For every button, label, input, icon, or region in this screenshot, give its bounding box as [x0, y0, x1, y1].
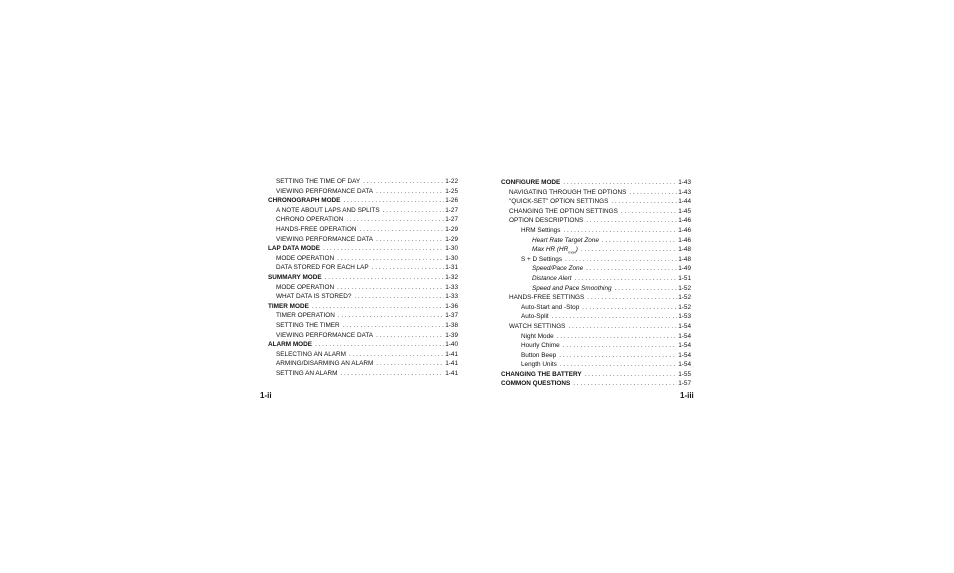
dot-leader: [337, 254, 444, 264]
toc-entry-page-number: 1-22: [445, 178, 458, 185]
dot-leader: [349, 350, 444, 360]
toc-entry-page-number: 1-54: [678, 322, 691, 330]
dot-leader: [312, 302, 444, 312]
dot-leader: [376, 187, 444, 197]
dot-leader: [565, 255, 677, 265]
toc-entry-page-number: 1-32: [445, 273, 458, 281]
toc-entry-page-number: 1-36: [445, 302, 458, 310]
dot-leader: [340, 369, 444, 379]
toc-entry-title: S + D Settings: [521, 255, 565, 265]
toc-entry[interactable]: [501, 351, 691, 361]
toc-section-entry[interactable]: [260, 273, 458, 283]
toc-section-entry[interactable]: [501, 370, 691, 380]
toc-entry-title: Night Mode: [521, 332, 557, 342]
dot-leader: [582, 303, 677, 313]
dot-leader: [563, 178, 677, 188]
toc-entry-title: SELECTING AN ALARM: [276, 350, 349, 360]
toc-entry-title: Auto-Split: [521, 312, 552, 322]
toc-entry-page-number: 1-38: [445, 321, 458, 329]
dot-leader: [338, 311, 444, 321]
toc-entry-title: Distance Alert: [532, 274, 575, 284]
toc-entry-title: VIEWING PERFORMANCE DATA: [276, 187, 376, 197]
dot-leader: [602, 236, 677, 246]
toc-entry-title: HRM Settings: [521, 226, 563, 236]
toc-entry-title: OPTION DESCRIPTIONS: [509, 216, 586, 226]
toc-entry-page-number: 1-33: [445, 283, 458, 291]
toc-entry-title: WHAT DATA IS STORED?: [276, 292, 354, 302]
toc-entry-title: DATA STORED FOR EACH LAP: [276, 263, 372, 273]
toc-entry-page-number: 1-48: [678, 246, 691, 254]
toc-entry-title: Speed and Pace Smoothing: [532, 284, 615, 294]
toc-entry[interactable]: [260, 206, 458, 216]
toc-entry-title: COMMON QUESTIONS: [501, 379, 573, 389]
toc-entry-page-number: 1-46: [678, 236, 691, 244]
toc-entry-title: NAVIGATING THROUGH THE OPTIONS: [509, 188, 629, 198]
toc-entry[interactable]: [501, 293, 691, 303]
dot-leader: [559, 351, 677, 361]
toc-entry-page-number: 1-54: [678, 332, 691, 340]
dot-leader: [552, 312, 677, 322]
toc-entry-page-number: 1-45: [678, 207, 691, 215]
toc-entry-page-number: 1-41: [445, 350, 458, 358]
toc-entry[interactable]: [501, 312, 691, 322]
toc-section-entry[interactable]: [501, 178, 691, 188]
dot-leader: [586, 216, 677, 226]
dot-leader: [557, 332, 678, 342]
toc-entry-title: "QUICK-SET" OPTION SETTINGS: [509, 197, 611, 207]
toc-entry[interactable]: [260, 254, 458, 264]
toc-entry-page-number: 1-39: [445, 331, 458, 339]
toc-entry-title: Auto-Start and -Stop: [521, 303, 582, 313]
dot-leader: [581, 245, 677, 255]
toc-entry[interactable]: [501, 360, 691, 370]
toc-entry[interactable]: [501, 322, 691, 332]
toc-entry[interactable]: [260, 331, 458, 341]
toc-entry-title: Heart Rate Target Zone: [532, 236, 602, 246]
toc-entry-page-number: 1-29: [445, 235, 458, 243]
toc-entry-title: WATCH SETTINGS: [509, 322, 568, 332]
toc-entry-page-number: 1-55: [678, 370, 691, 378]
toc-entry[interactable]: [260, 292, 458, 302]
toc-entry[interactable]: [260, 311, 458, 321]
dot-leader: [372, 263, 445, 273]
toc-entry[interactable]: [260, 187, 458, 197]
toc-entry[interactable]: [501, 207, 691, 217]
dot-leader: [325, 273, 445, 283]
dot-leader: [563, 341, 677, 351]
dot-leader: [359, 225, 444, 235]
toc-entry-title: ALARM MODE: [268, 340, 315, 350]
toc-entry-title: VIEWING PERFORMANCE DATA: [276, 235, 376, 245]
toc-entry-title: SETTING THE TIME OF DAY: [276, 177, 363, 187]
toc-entry-title: TIMER MODE: [268, 302, 312, 312]
dot-leader: [560, 360, 677, 370]
toc-entry-title: CONFIGURE MODE: [501, 178, 563, 188]
toc-entry-page-number: 1-54: [678, 361, 691, 369]
toc-entry-title: Speed/Pace Zone: [532, 264, 586, 274]
toc-section-entry[interactable]: [501, 379, 691, 389]
toc-entry-page-number: 1-43: [678, 188, 691, 196]
dot-leader: [376, 359, 444, 369]
toc-entry-page-number: 1-49: [678, 265, 691, 273]
toc-entry-title: A NOTE ABOUT LAPS AND SPLITS: [276, 206, 383, 216]
toc-entry-title: Max HR $(HR_{max})$: [532, 245, 581, 255]
toc-entry[interactable]: [501, 226, 691, 236]
dot-leader: [611, 197, 677, 207]
toc-entry-title: TIMER OPERATION: [276, 311, 338, 321]
toc-entry-page-number: 1-44: [678, 198, 691, 206]
toc-entry[interactable]: [260, 177, 458, 187]
toc-entry-page-number: 1-30: [445, 254, 458, 262]
toc-entry-page-number: 1-51: [678, 274, 691, 282]
toc-entry[interactable]: [260, 263, 458, 273]
toc-entry[interactable]: [501, 216, 691, 226]
toc-entry-page-number: 1-41: [445, 369, 458, 377]
toc-entry-page-number: 1-29: [445, 225, 458, 233]
toc-entry[interactable]: [501, 264, 691, 274]
toc-entry-page-number: 1-52: [678, 284, 691, 292]
toc-entry[interactable]: [260, 225, 458, 235]
dot-leader: [363, 177, 444, 187]
toc-left-page: [260, 177, 458, 378]
toc-entry-title: CHANGING THE OPTION SETTINGS: [509, 207, 621, 217]
page-number-right: 1-iii: [680, 391, 694, 400]
toc-entry[interactable]: [501, 332, 691, 342]
toc-entry[interactable]: [501, 303, 691, 313]
toc-entry[interactable]: [260, 215, 458, 225]
toc-entry-page-number: 1-52: [678, 294, 691, 302]
toc-entry[interactable]: [501, 188, 691, 198]
toc-entry-page-number: 1-27: [445, 206, 458, 214]
toc-entry-page-number: 1-52: [678, 303, 691, 311]
dot-leader: [315, 340, 444, 350]
toc-entry[interactable]: [501, 274, 691, 284]
dot-leader: [343, 321, 445, 331]
dot-leader: [575, 274, 678, 284]
toc-entry-title: CHANGING THE BATTERY: [501, 370, 585, 380]
toc-entry[interactable]: [501, 245, 691, 255]
toc-entry-page-number: 1-33: [445, 293, 458, 301]
dot-leader: [586, 264, 677, 274]
toc-entry-page-number: 1-37: [445, 312, 458, 320]
toc-entry-page-number: 1-46: [678, 217, 691, 225]
toc-entry-page-number: 1-40: [445, 341, 458, 349]
toc-entry-title: HANDS-FREE SETTINGS: [509, 293, 587, 303]
toc-entry-title: MODE OPERATION: [276, 283, 337, 293]
toc-entry[interactable]: [260, 283, 458, 293]
toc-entry[interactable]: [260, 321, 458, 331]
toc-entry-title: CHRONO OPERATION: [276, 215, 346, 225]
toc-entry-page-number: 1-54: [678, 342, 691, 350]
dot-leader: [376, 235, 444, 245]
toc-entry[interactable]: [260, 235, 458, 245]
dot-leader: [337, 283, 444, 293]
toc-section-entry[interactable]: [260, 340, 458, 350]
toc-entry-title: Length Units: [521, 360, 560, 370]
dot-leader: [343, 196, 444, 206]
toc-entry-page-number: 1-46: [678, 226, 691, 234]
toc-entry-page-number: 1-54: [678, 351, 691, 359]
toc-entry-title: LAP DATA MODE: [268, 244, 323, 254]
toc-entry-page-number: 1-27: [445, 216, 458, 224]
dot-leader: [585, 370, 678, 380]
toc-entry-page-number: 1-26: [445, 197, 458, 205]
toc-entry-title: VIEWING PERFORMANCE DATA: [276, 331, 376, 341]
dot-leader: [376, 331, 444, 341]
toc-entry[interactable]: [260, 350, 458, 360]
dot-leader: [383, 206, 445, 216]
page-number-left: 1-ii: [260, 391, 272, 400]
toc-entry-title: Button Beep: [521, 351, 559, 361]
toc-entry-page-number: 1-53: [678, 313, 691, 321]
toc-right-page: [501, 178, 691, 389]
toc-entry-title: MODE OPERATION: [276, 254, 337, 264]
dot-leader: [629, 188, 677, 198]
toc-section-entry[interactable]: [260, 302, 458, 312]
dot-leader: [354, 292, 444, 302]
toc-entry-title: SUMMARY MODE: [268, 273, 325, 283]
dot-leader: [346, 215, 444, 225]
dot-leader: [573, 379, 677, 389]
dot-leader: [563, 226, 677, 236]
toc-entry-page-number: 1-41: [445, 360, 458, 368]
dot-leader: [615, 284, 678, 294]
toc-entry-title: HANDS-FREE OPERATION: [276, 225, 359, 235]
toc-entry[interactable]: [260, 369, 458, 379]
dot-leader: [568, 322, 677, 332]
toc-entry[interactable]: [501, 284, 691, 294]
toc-entry[interactable]: [501, 255, 691, 265]
toc-entry-title: Hourly Chime: [521, 341, 563, 351]
toc-entry-title: CHRONOGRAPH MODE: [268, 196, 343, 206]
toc-section-entry[interactable]: [260, 244, 458, 254]
toc-entry-page-number: 1-48: [678, 255, 691, 263]
dot-leader: [587, 293, 677, 303]
toc-entry-page-number: 1-57: [678, 380, 691, 388]
toc-entry[interactable]: [501, 341, 691, 351]
toc-entry-page-number: 1-31: [445, 264, 458, 272]
toc-entry-page-number: 1-25: [445, 187, 458, 195]
dot-leader: [621, 207, 677, 217]
toc-entry[interactable]: [501, 197, 691, 207]
dot-leader: [323, 244, 444, 254]
toc-entry-title: ARMING/DISARMING AN ALARM: [276, 359, 376, 369]
toc-entry-page-number: 1-43: [678, 179, 691, 186]
toc-entry-title: SETTING AN ALARM: [276, 369, 340, 379]
toc-section-entry[interactable]: [260, 196, 458, 206]
toc-entry[interactable]: [501, 236, 691, 246]
toc-entry-title: SETTING THE TIMER: [276, 321, 343, 331]
toc-entry-page-number: 1-30: [445, 245, 458, 253]
toc-entry[interactable]: [260, 359, 458, 369]
